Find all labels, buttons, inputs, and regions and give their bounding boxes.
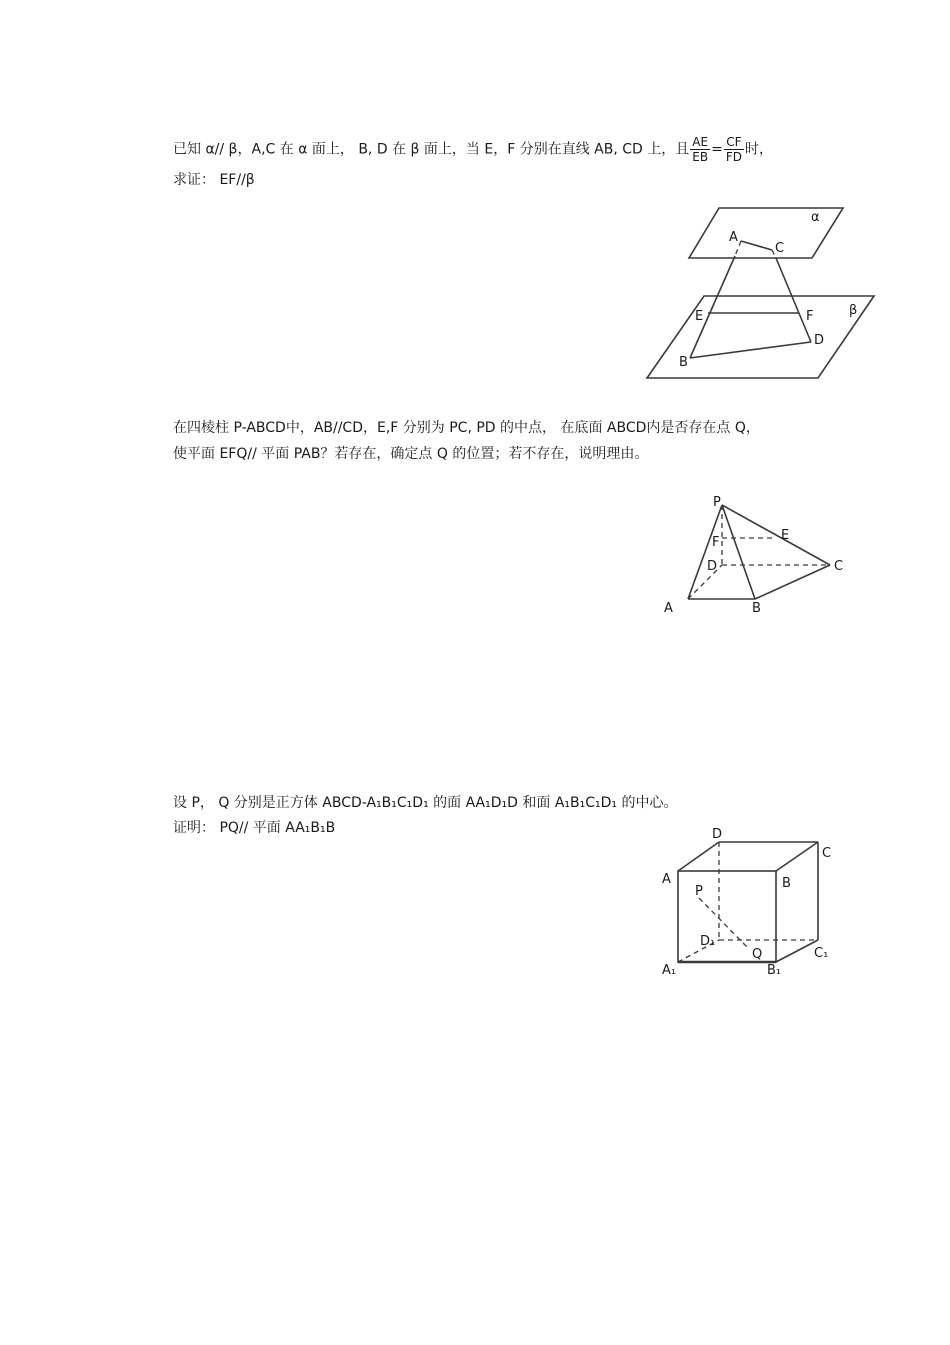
fraction-ae-eb: $\frac{AE}{EB}$ [692,135,709,164]
label-b: B [752,601,761,616]
label-p: P [695,884,703,899]
label-c1: C₁ [814,946,829,961]
edge-b1c1 [776,940,818,962]
equals-sign: = [711,141,723,158]
problem2-line2: 使平面 EFQ// 平面 PAB？若存在，确定点 Q 的位置；若不存在，说明理由。 [173,446,649,462]
label-b1: B₁ [767,963,782,978]
label-a1: A₁ [662,963,677,978]
fraction-cf-fd: $\frac{CF}{FD}$ [725,135,742,164]
label-c: C [775,241,785,256]
label-q: Q [752,947,763,962]
problem1-text-a: 已知 α// β，A,C 在 α 面上， B, D 在 β 面上，当 E，F 分别在直线 AB, CD 上，且 [173,141,690,158]
problem2-line1: 在四棱柱 P-ABCD中，AB//CD，E,F 分别为 PC, PD 的中点， 在底面 ABCD内是否存在点 Q， [173,420,760,436]
edge-ad [678,842,719,871]
label-d1: D₁ [700,934,716,949]
edge-bc [776,842,818,871]
label-d: D [707,559,718,574]
label-b: B [782,876,791,891]
problem1-line2: 求证： EF//β [173,172,255,188]
label-a: A [662,872,671,887]
label-e: E [781,528,790,543]
label-c: C [822,846,832,861]
label-e: E [695,309,704,324]
label-d: D [712,827,723,842]
problem1-text-b: 时， [744,141,773,158]
label-c: C [834,559,844,574]
label-p: P [713,495,721,510]
label-alpha: α [811,210,820,225]
label-a: A [729,230,738,245]
label-f: F [806,309,814,324]
label-d: D [814,333,825,348]
label-f: F [712,535,720,550]
label-b: B [679,355,688,370]
problem3-line1: 设 P， Q 分别是正方体 ABCD-A₁B₁C₁D₁ 的面 AA₁D₁D 和面 A₁B₁C₁D₁ 的中心。 [173,795,678,811]
label-a: A [664,601,673,616]
problem3-line2: 证明： PQ// 平面 AA₁B₁B [173,820,336,836]
label-beta: β [849,303,858,318]
